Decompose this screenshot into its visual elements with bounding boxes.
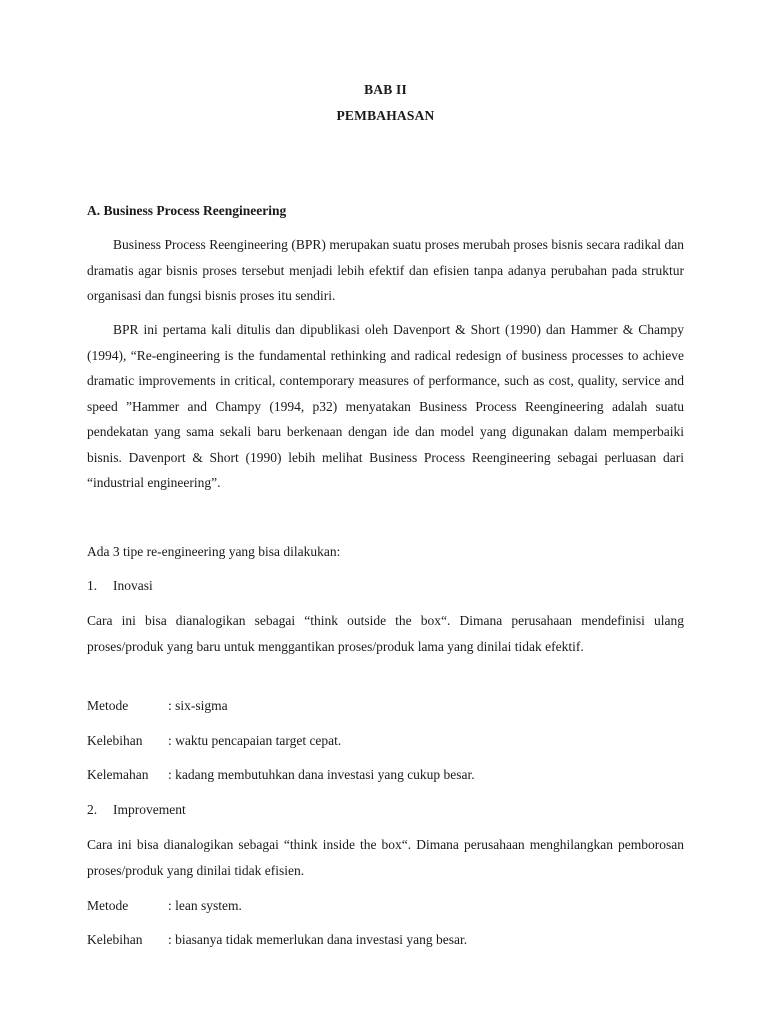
- paragraph-bpr-history: BPR ini pertama kali ditulis dan dipublikasi oleh Davenport & Short (1990) dan Hammer & Champy (1994), “Re-engineering is the fundamental rethinking and radical redesign of business processes to achieve dramatic improvements in critical, contemporary measures of performance, such as cost, quality, service and speed ”Hammer and Champy (1994, p32) menyatakan Business Process Reengineering adalah suatu pendekatan yang sama sekali baru berkenaan dengan ide dan model yang digunakan dalam memperbaiki bisnis. Davenport & Short (1990) lebih melihat Business Process Reengineering sebagai perluasan dari “industrial engineering”.: [87, 322, 684, 490]
- metode-label: Metode: [87, 698, 129, 713]
- type-item-description: Cara ini bisa dianalogikan sebagai “think inside the box“. Dimana perusahaan menghilangkan pemborosan proses/produk yang dinilai tidak efisien.: [87, 837, 684, 878]
- type-item-number: 2.: [87, 802, 98, 817]
- section-heading: A. Business Process Reengineering: [87, 203, 287, 218]
- type-item-heading: [87, 578, 153, 594]
- types-intro: Ada 3 tipe re-engineering yang bisa dilakukan:: [87, 544, 341, 559]
- type-item-name: Improvement: [113, 802, 186, 817]
- kelebihan-row: [87, 733, 341, 749]
- kelemahan-value: : kadang membutuhkan dana investasi yang cukup besar.: [168, 767, 475, 782]
- type-item-number: 1.: [87, 578, 98, 593]
- kelebihan-label: Kelebihan: [87, 932, 143, 947]
- metode-value: : six-sigma: [168, 698, 228, 713]
- chapter-number: BAB II: [364, 82, 407, 97]
- metode-row: [87, 898, 242, 914]
- kelemahan-label: Kelemahan: [87, 767, 149, 782]
- kelebihan-value: : biasanya tidak memerlukan dana investasi yang besar.: [168, 932, 468, 947]
- type-item-description: Cara ini bisa dianalogikan sebagai “think outside the box“. Dimana perusahaan mendefinisi ulang proses/produk yang baru untuk menggantikan proses/produk lama yang dinilai tidak efektif.: [87, 613, 684, 654]
- chapter-title: PEMBAHASAN: [336, 108, 435, 123]
- kelemahan-row: [87, 767, 475, 783]
- metode-value: : lean system.: [168, 898, 242, 913]
- type-item-heading: [87, 802, 186, 818]
- metode-label: Metode: [87, 898, 129, 913]
- kelebihan-row: [87, 932, 467, 948]
- paragraph-bpr-definition: Business Process Reengineering (BPR) merupakan suatu proses merubah proses bisnis secara radikal dan dramatis agar bisnis proses tersebut menjadi lebih efektif dan efisien tanpa adanya perubahan pada struktur organisasi dan fungsi bisnis proses itu sendiri.: [87, 237, 684, 303]
- type-item-name: Inovasi: [113, 578, 153, 593]
- kelebihan-label: Kelebihan: [87, 733, 143, 748]
- metode-row: [87, 698, 228, 714]
- kelebihan-value: : waktu pencapaian target cepat.: [168, 733, 342, 748]
